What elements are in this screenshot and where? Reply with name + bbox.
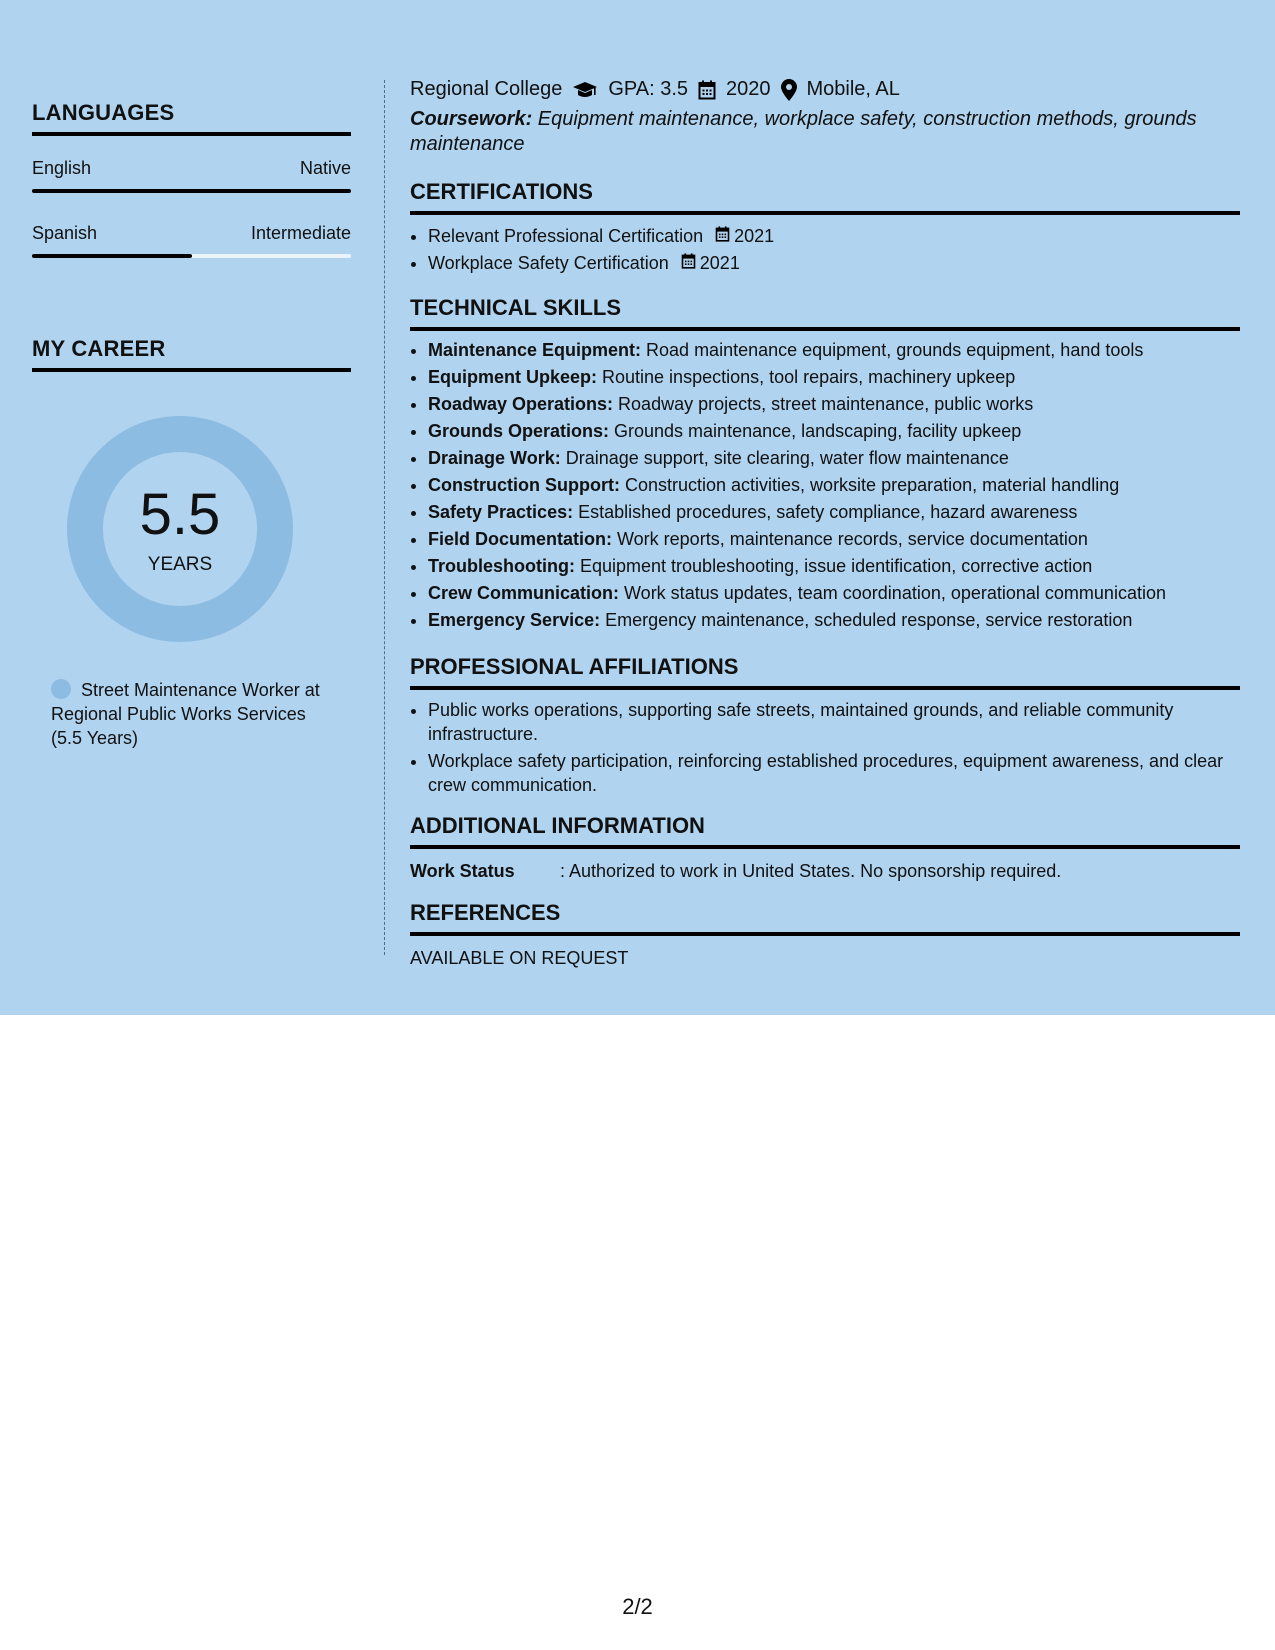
skill-label: Safety Practices: xyxy=(428,502,574,522)
page-number: 2/2 xyxy=(622,1594,653,1619)
career-item xyxy=(51,678,321,750)
skill-label: Emergency Service: xyxy=(428,610,601,630)
list-item xyxy=(428,364,1240,391)
language-proficiency-bar xyxy=(32,254,351,258)
language-level: Intermediate xyxy=(250,223,351,243)
affiliations-title: PROFESSIONAL AFFILIATIONS xyxy=(410,654,1240,690)
technical-skills-title: TECHNICAL SKILLS xyxy=(410,295,1240,331)
career-years-value: 5.5 xyxy=(139,482,221,547)
skill-label: Maintenance Equipment: xyxy=(428,340,642,360)
left-column xyxy=(32,80,351,750)
certification-year: 2021 xyxy=(734,226,775,246)
certifications-title: CERTIFICATIONS xyxy=(410,179,1240,215)
list-item xyxy=(428,526,1240,553)
certification-name: • Relevant Professional Certification xyxy=(428,226,704,246)
list-item: • Public works operations, supporting safe streets, maintained grounds, and reliable community infrastructure. xyxy=(428,698,1240,746)
skill-text: Equipment troubleshooting, issue identification, corrective action xyxy=(574,556,1093,576)
list-item xyxy=(428,553,1240,580)
list-item xyxy=(428,418,1240,445)
skill-label: Equipment Upkeep: xyxy=(428,367,598,387)
education-school: Regional College xyxy=(410,78,563,100)
education-year: 2020 xyxy=(726,78,771,100)
skill-label: Grounds Operations: xyxy=(428,421,610,441)
language-proficiency-bar xyxy=(32,189,351,193)
work-status-key: Work Status xyxy=(410,861,515,881)
skill-text: Road maintenance equipment, grounds equipment, hand tools xyxy=(641,340,1144,360)
skill-label: Drainage Work: xyxy=(428,448,561,468)
column-divider xyxy=(384,80,385,955)
career-years-unit: YEARS xyxy=(147,554,213,575)
graduation-cap-icon xyxy=(572,80,598,100)
education-gpa: GPA: 3.5 xyxy=(608,78,688,100)
certifications-list xyxy=(410,223,1240,277)
skill-text: Work status updates, team coordination, operational communication xyxy=(619,583,1166,603)
education-line xyxy=(410,78,1240,101)
coursework xyxy=(410,107,1240,157)
calendar-icon xyxy=(698,80,716,100)
list-item xyxy=(428,391,1240,418)
coursework-text: Equipment maintenance, workplace safety, construction methods, grounds maintenance xyxy=(410,108,1197,155)
skill-text: Drainage support, site clearing, water flow maintenance xyxy=(560,448,1009,468)
language-proficiency-fill xyxy=(32,189,351,193)
additional-info-title: ADDITIONAL INFORMATION xyxy=(410,813,1240,849)
list-item xyxy=(428,607,1240,634)
skill-label: Crew Communication: xyxy=(428,583,620,603)
skill-text: Grounds maintenance, landscaping, facility upkeep xyxy=(609,421,1022,441)
references-title: REFERENCES xyxy=(410,900,1240,936)
skill-label: Field Documentation: xyxy=(428,529,612,549)
list-item: • Workplace safety participation, reinforcing established procedures, equipment awareness, and clear crew communication. xyxy=(428,749,1240,797)
language-proficiency-fill xyxy=(32,254,192,258)
skill-label: Troubleshooting: xyxy=(428,556,575,576)
certification-year: 2021 xyxy=(699,253,740,273)
right-column xyxy=(410,78,1240,969)
work-status-row xyxy=(410,861,1240,882)
language-item-english xyxy=(32,158,351,193)
coursework-label: Coursework: xyxy=(410,108,533,130)
language-name: Spanish xyxy=(32,223,98,243)
certification-name: • Workplace Safety Certification xyxy=(428,253,669,273)
career-dot-icon xyxy=(51,679,71,699)
skill-text: Construction activities, worksite preparation, material handling xyxy=(619,475,1120,495)
languages-title: LANGUAGES xyxy=(32,100,351,136)
list-item xyxy=(428,580,1240,607)
skill-text: Work reports, maintenance records, service documentation xyxy=(612,529,1088,549)
skill-text: Roadway projects, street maintenance, public works xyxy=(613,394,1034,414)
career-years-donut xyxy=(67,416,293,642)
career-item-text: Street Maintenance Worker at Regional Public Works Services (5.5 Years) xyxy=(51,680,320,748)
affiliations-list xyxy=(410,698,1240,797)
calendar-icon xyxy=(715,223,730,250)
skill-label: Construction Support: xyxy=(428,475,620,495)
list-item xyxy=(428,472,1240,499)
list-item xyxy=(428,445,1240,472)
skills-list xyxy=(410,337,1240,634)
skill-label: Roadway Operations: xyxy=(428,394,614,414)
skill-text: Established procedures, safety compliance, hazard awareness xyxy=(573,502,1078,522)
list-item xyxy=(428,250,1240,277)
calendar-icon xyxy=(681,250,696,277)
skill-text: Routine inspections, tool repairs, machinery upkeep xyxy=(597,367,1016,387)
list-item xyxy=(428,337,1240,364)
language-item-spanish xyxy=(32,223,351,258)
language-name: English xyxy=(32,158,92,178)
list-item xyxy=(428,223,1240,250)
work-status-value: : Authorized to work in United States. No sponsorship required. xyxy=(560,861,1062,881)
list-item xyxy=(428,499,1240,526)
education-location: Mobile, AL xyxy=(806,78,900,100)
references-text: AVAILABLE ON REQUEST xyxy=(410,948,629,968)
language-level: Native xyxy=(299,158,351,178)
skill-text: Emergency maintenance, scheduled response, service restoration xyxy=(600,610,1133,630)
career-title: MY CAREER xyxy=(32,336,351,372)
location-pin-icon xyxy=(781,79,797,101)
